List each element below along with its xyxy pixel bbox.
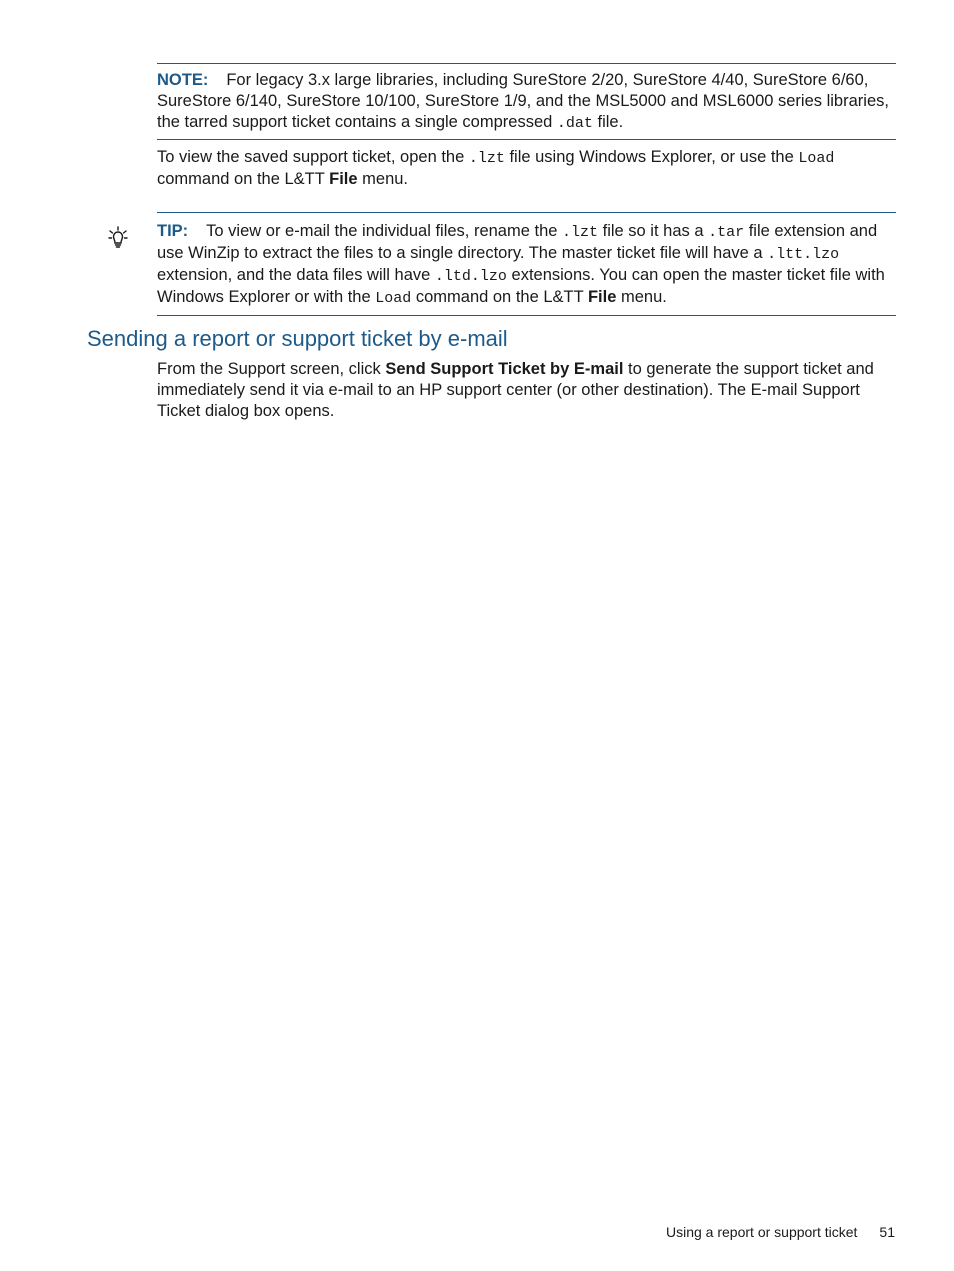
text: command on the L&TT (411, 288, 588, 306)
note-text: For legacy 3.x large libraries, including SureStore 2/20, SureStore 4/40, SureStore 6/60, SureStore 6/140, SureStore 10/100, SureStore 1/9, and the MSL5000 and MSL6000 series libraries, the tarred support ticket contains a single compressed (157, 71, 889, 131)
text: menu. (616, 288, 667, 306)
code-lzt: .lzt (468, 150, 505, 167)
text: file extension and use WinZip to extract the files to a single directory. The master ticket file will have a (157, 222, 878, 262)
menu-file: File (587, 288, 617, 306)
text: menu. (357, 170, 409, 188)
code-load: Load (375, 290, 412, 307)
code-ltd-lzo: .ltd.lzo (434, 268, 507, 285)
tip-label: TIP: (157, 222, 189, 240)
note-label: NOTE: (157, 71, 209, 89)
code-lzt: .lzt (562, 224, 599, 241)
footer-title: Using a report or support ticket (666, 1224, 858, 1240)
text: extension, and the data files will have (157, 266, 435, 284)
text: To view or e-mail the individual files, rename the (206, 222, 563, 240)
text: to generate the support ticket and immediately send it via e-mail to an HP support center (or other destination). The E-mail Support Ticket dialog box opens. (157, 360, 874, 420)
page-number: 51 (879, 1224, 895, 1240)
note-text-end: file. (592, 113, 624, 131)
page-footer (666, 1222, 895, 1242)
code-load: Load (798, 150, 835, 167)
text: file so it has a (598, 222, 709, 240)
text: command on the L&TT (157, 170, 330, 188)
text: To view the saved support ticket, open the (157, 148, 469, 166)
lightbulb-icon (108, 226, 128, 248)
menu-file: File (329, 170, 358, 188)
text: file using Windows Explorer, or use the (504, 148, 799, 166)
code-tar: .tar (708, 224, 745, 241)
view-ticket-paragraph (157, 147, 896, 190)
send-support-ticket-command: Send Support Ticket by E-mail (385, 360, 624, 378)
code-ltt-lzo: .ltt.lzo (767, 246, 840, 263)
section-heading: Sending a report or support ticket by e-mail (87, 326, 508, 351)
send-ticket-paragraph (157, 359, 896, 422)
text: extensions. You can open the master ticket file with Windows Explorer or with the (157, 266, 885, 306)
tip-box (157, 212, 896, 316)
text: From the Support screen, click (157, 360, 386, 378)
note-box (157, 63, 896, 140)
note-code: .dat (556, 115, 593, 132)
